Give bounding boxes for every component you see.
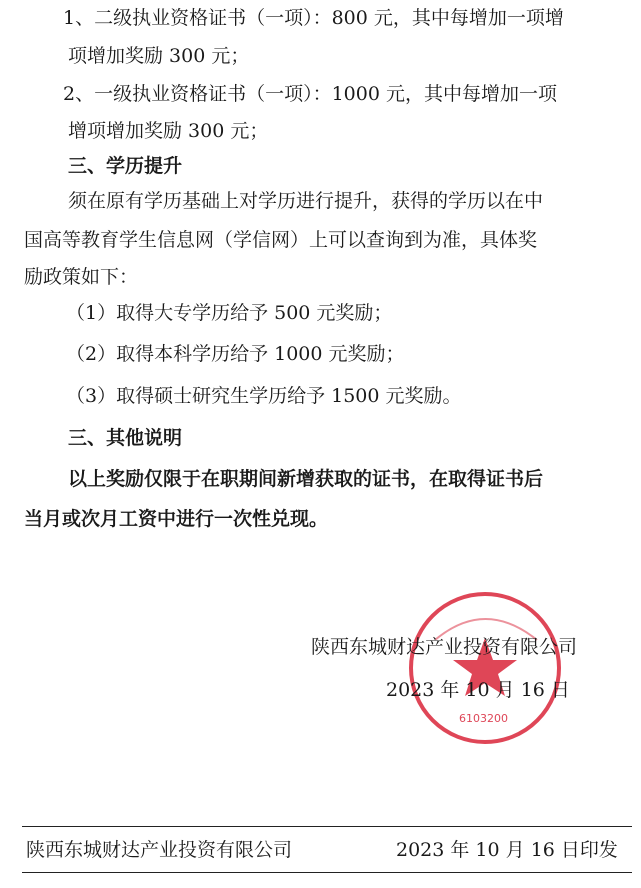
paragraph-line: 国高等教育学生信息网（学信网）上可以查询到为准，具体奖: [24, 229, 538, 251]
list-item-master: （3）取得硕士研究生学历给予 1500 元奖励。: [66, 385, 462, 407]
section-heading-other: 三、其他说明: [68, 427, 183, 449]
item-level2-cert: 1、二级执业资格证书（一项）：800 元，其中每增加一项增: [63, 7, 564, 29]
company-seal-icon: [405, 588, 565, 748]
footer-top-rule: [22, 826, 632, 827]
signature-company: 陕西东城财达产业投资有限公司: [311, 636, 578, 658]
paragraph-line: 须在原有学历基础上对学历进行提升，获得的学历以在中: [68, 190, 544, 212]
footer-issue-date: 2023 年 10 月 16 日印发: [396, 839, 618, 861]
section-heading-education: 三、学历提升: [68, 155, 183, 177]
list-item-college: （1）取得大专学历给予 500 元奖励；: [66, 302, 393, 324]
bold-paragraph-line: 以上奖励仅限于在职期间新增获取的证书，在取得证书后: [68, 468, 544, 490]
item-level2-cert-cont: 项增加奖励 300 元；: [68, 45, 250, 67]
footer-issuer: 陕西东城财达产业投资有限公司: [26, 839, 293, 861]
paragraph-line: 励政策如下：: [24, 266, 139, 288]
bold-paragraph-line: 当月或次月工资中进行一次性兑现。: [24, 508, 329, 530]
signature-date: 2023 年 10 月 16 日: [386, 679, 570, 701]
list-item-bachelor: （2）取得本科学历给予 1000 元奖励；: [66, 343, 405, 365]
item-level1-cert: 2、一级执业资格证书（一项）：1000 元，其中每增加一项: [63, 83, 557, 105]
footer-bottom-rule: [22, 872, 632, 873]
svg-text:6103200: 6103200: [459, 712, 508, 725]
item-level1-cert-cont: 增项增加奖励 300 元；: [68, 120, 269, 142]
